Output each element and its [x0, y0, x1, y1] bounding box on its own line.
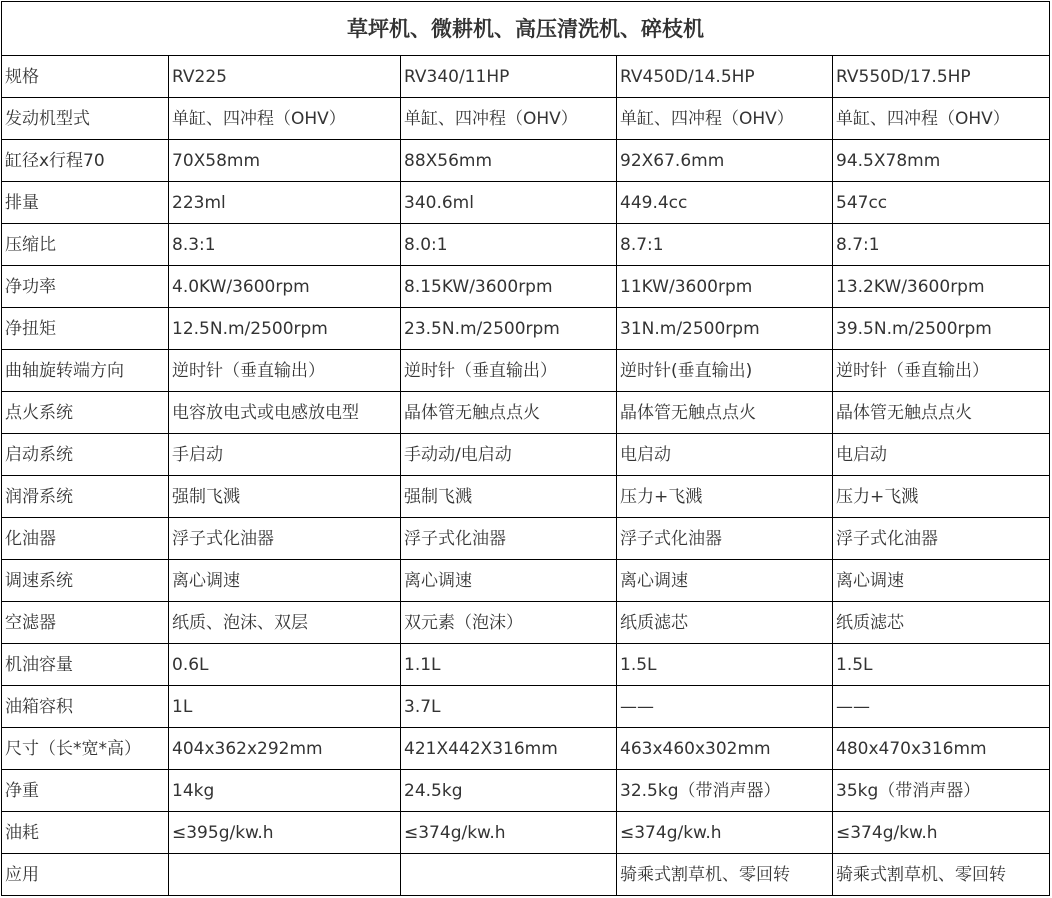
spec-value-cell: 404x362x292mm	[169, 728, 401, 770]
spec-value-cell: 463x460x302mm	[617, 728, 833, 770]
spec-value-cell	[169, 854, 401, 896]
spec-table-body	[2, 2, 1050, 896]
table-row	[2, 266, 1050, 308]
title-row	[2, 2, 1050, 56]
spec-value-cell: 逆时针(垂直输出)	[617, 350, 833, 392]
table-row	[2, 224, 1050, 266]
spec-value-cell: 12.5N.m/2500rpm	[169, 308, 401, 350]
table-row	[2, 770, 1050, 812]
spec-value-cell: RV550D/17.5HP	[833, 56, 1050, 98]
spec-value-cell: 单缸、四冲程（OHV）	[401, 98, 617, 140]
spec-value-cell: 340.6ml	[401, 182, 617, 224]
spec-value-cell: 纸质、泡沫、双层	[169, 602, 401, 644]
table-row	[2, 686, 1050, 728]
spec-value-cell: 0.6L	[169, 644, 401, 686]
spec-value-cell: 4.0KW/3600rpm	[169, 266, 401, 308]
spec-value-cell: 单缸、四冲程（OHV）	[617, 98, 833, 140]
spec-value-cell: 23.5N.m/2500rpm	[401, 308, 617, 350]
row-label-cell: 应用	[2, 854, 169, 896]
table-row	[2, 308, 1050, 350]
spec-value-cell: ≤374g/kw.h	[401, 812, 617, 854]
row-label-cell: 净扭矩	[2, 308, 169, 350]
spec-value-cell: 94.5X78mm	[833, 140, 1050, 182]
spec-value-cell: 14kg	[169, 770, 401, 812]
spec-value-cell: 逆时针（垂直输出）	[833, 350, 1050, 392]
spec-value-cell: 1.5L	[617, 644, 833, 686]
spec-value-cell: 11KW/3600rpm	[617, 266, 833, 308]
spec-value-cell: 晶体管无触点点火	[401, 392, 617, 434]
spec-value-cell: 449.4cc	[617, 182, 833, 224]
table-row	[2, 182, 1050, 224]
spec-value-cell: 8.3:1	[169, 224, 401, 266]
row-label-cell: 尺寸（长*宽*高）	[2, 728, 169, 770]
spec-value-cell: ≤374g/kw.h	[617, 812, 833, 854]
table-row	[2, 812, 1050, 854]
row-label-cell: 缸径x行程70	[2, 140, 169, 182]
row-label-cell: 净重	[2, 770, 169, 812]
spec-value-cell: 双元素（泡沫）	[401, 602, 617, 644]
table-row	[2, 602, 1050, 644]
spec-value-cell: 223ml	[169, 182, 401, 224]
spec-value-cell: RV340/11HP	[401, 56, 617, 98]
spec-value-cell: 70X58mm	[169, 140, 401, 182]
table-row	[2, 854, 1050, 896]
table-row	[2, 728, 1050, 770]
table-row	[2, 518, 1050, 560]
row-label-cell: 曲轴旋转端方向	[2, 350, 169, 392]
row-label-cell: 化油器	[2, 518, 169, 560]
spec-value-cell	[401, 854, 617, 896]
row-label-cell: 规格	[2, 56, 169, 98]
spec-value-cell: ≤374g/kw.h	[833, 812, 1050, 854]
spec-value-cell: 421X442X316mm	[401, 728, 617, 770]
row-label-cell: 点火系统	[2, 392, 169, 434]
row-label-cell: 油耗	[2, 812, 169, 854]
spec-value-cell: ≤395g/kw.h	[169, 812, 401, 854]
spec-value-cell: ——	[617, 686, 833, 728]
spec-value-cell: 13.2KW/3600rpm	[833, 266, 1050, 308]
spec-value-cell: 电启动	[617, 434, 833, 476]
spec-value-cell: 浮子式化油器	[617, 518, 833, 560]
spec-value-cell: 逆时针（垂直输出）	[401, 350, 617, 392]
row-label-cell: 净功率	[2, 266, 169, 308]
table-row	[2, 560, 1050, 602]
spec-value-cell: 手启动	[169, 434, 401, 476]
spec-value-cell: 骑乘式割草机、零回转	[617, 854, 833, 896]
spec-value-cell: 逆时针（垂直输出）	[169, 350, 401, 392]
spec-value-cell: 压力+飞溅	[617, 476, 833, 518]
spec-value-cell: 单缸、四冲程（OHV）	[833, 98, 1050, 140]
table-row	[2, 644, 1050, 686]
table-row	[2, 140, 1050, 182]
spec-value-cell: ——	[833, 686, 1050, 728]
row-label-cell: 启动系统	[2, 434, 169, 476]
spec-value-cell: 晶体管无触点点火	[833, 392, 1050, 434]
spec-value-cell: 35kg（带消声器）	[833, 770, 1050, 812]
spec-value-cell: 强制飞溅	[169, 476, 401, 518]
spec-value-cell: 浮子式化油器	[169, 518, 401, 560]
spec-value-cell: 92X67.6mm	[617, 140, 833, 182]
spec-value-cell: 1L	[169, 686, 401, 728]
spec-value-cell: 31N.m/2500rpm	[617, 308, 833, 350]
spec-value-cell: 骑乘式割草机、零回转	[833, 854, 1050, 896]
row-label-cell: 机油容量	[2, 644, 169, 686]
spec-value-cell: 纸质滤芯	[617, 602, 833, 644]
spec-value-cell: 电容放电式或电感放电型	[169, 392, 401, 434]
spec-value-cell: 单缸、四冲程（OHV）	[169, 98, 401, 140]
spec-value-cell: 88X56mm	[401, 140, 617, 182]
row-label-cell: 油箱容积	[2, 686, 169, 728]
table-row	[2, 56, 1050, 98]
table-row	[2, 476, 1050, 518]
row-label-cell: 空滤器	[2, 602, 169, 644]
spec-value-cell: 离心调速	[401, 560, 617, 602]
spec-value-cell: 480x470x316mm	[833, 728, 1050, 770]
row-label-cell: 发动机型式	[2, 98, 169, 140]
table-row	[2, 392, 1050, 434]
spec-value-cell: 浮子式化油器	[833, 518, 1050, 560]
spec-value-cell: 8.15KW/3600rpm	[401, 266, 617, 308]
row-label-cell: 排量	[2, 182, 169, 224]
spec-value-cell: 32.5kg（带消声器）	[617, 770, 833, 812]
spec-value-cell: RV225	[169, 56, 401, 98]
spec-value-cell: 1.1L	[401, 644, 617, 686]
spec-value-cell: 24.5kg	[401, 770, 617, 812]
spec-value-cell: 浮子式化油器	[401, 518, 617, 560]
spec-value-cell: 1.5L	[833, 644, 1050, 686]
table-title: 草坪机、微耕机、高压清洗机、碎枝机	[2, 2, 1050, 56]
spec-value-cell: 压力+飞溅	[833, 476, 1050, 518]
spec-value-cell: 纸质滤芯	[833, 602, 1050, 644]
spec-value-cell: RV450D/14.5HP	[617, 56, 833, 98]
spec-value-cell: 晶体管无触点点火	[617, 392, 833, 434]
spec-value-cell: 547cc	[833, 182, 1050, 224]
spec-value-cell: 8.7:1	[617, 224, 833, 266]
spec-value-cell: 8.0:1	[401, 224, 617, 266]
spec-value-cell: 强制飞溅	[401, 476, 617, 518]
spec-value-cell: 离心调速	[169, 560, 401, 602]
table-row	[2, 434, 1050, 476]
spec-value-cell: 3.7L	[401, 686, 617, 728]
spec-value-cell: 39.5N.m/2500rpm	[833, 308, 1050, 350]
spec-table	[1, 1, 1050, 896]
table-row	[2, 98, 1050, 140]
spec-value-cell: 8.7:1	[833, 224, 1050, 266]
row-label-cell: 润滑系统	[2, 476, 169, 518]
row-label-cell: 调速系统	[2, 560, 169, 602]
spec-value-cell: 电启动	[833, 434, 1050, 476]
spec-value-cell: 离心调速	[617, 560, 833, 602]
spec-value-cell: 手动动/电启动	[401, 434, 617, 476]
spec-value-cell: 离心调速	[833, 560, 1050, 602]
table-row	[2, 350, 1050, 392]
row-label-cell: 压缩比	[2, 224, 169, 266]
